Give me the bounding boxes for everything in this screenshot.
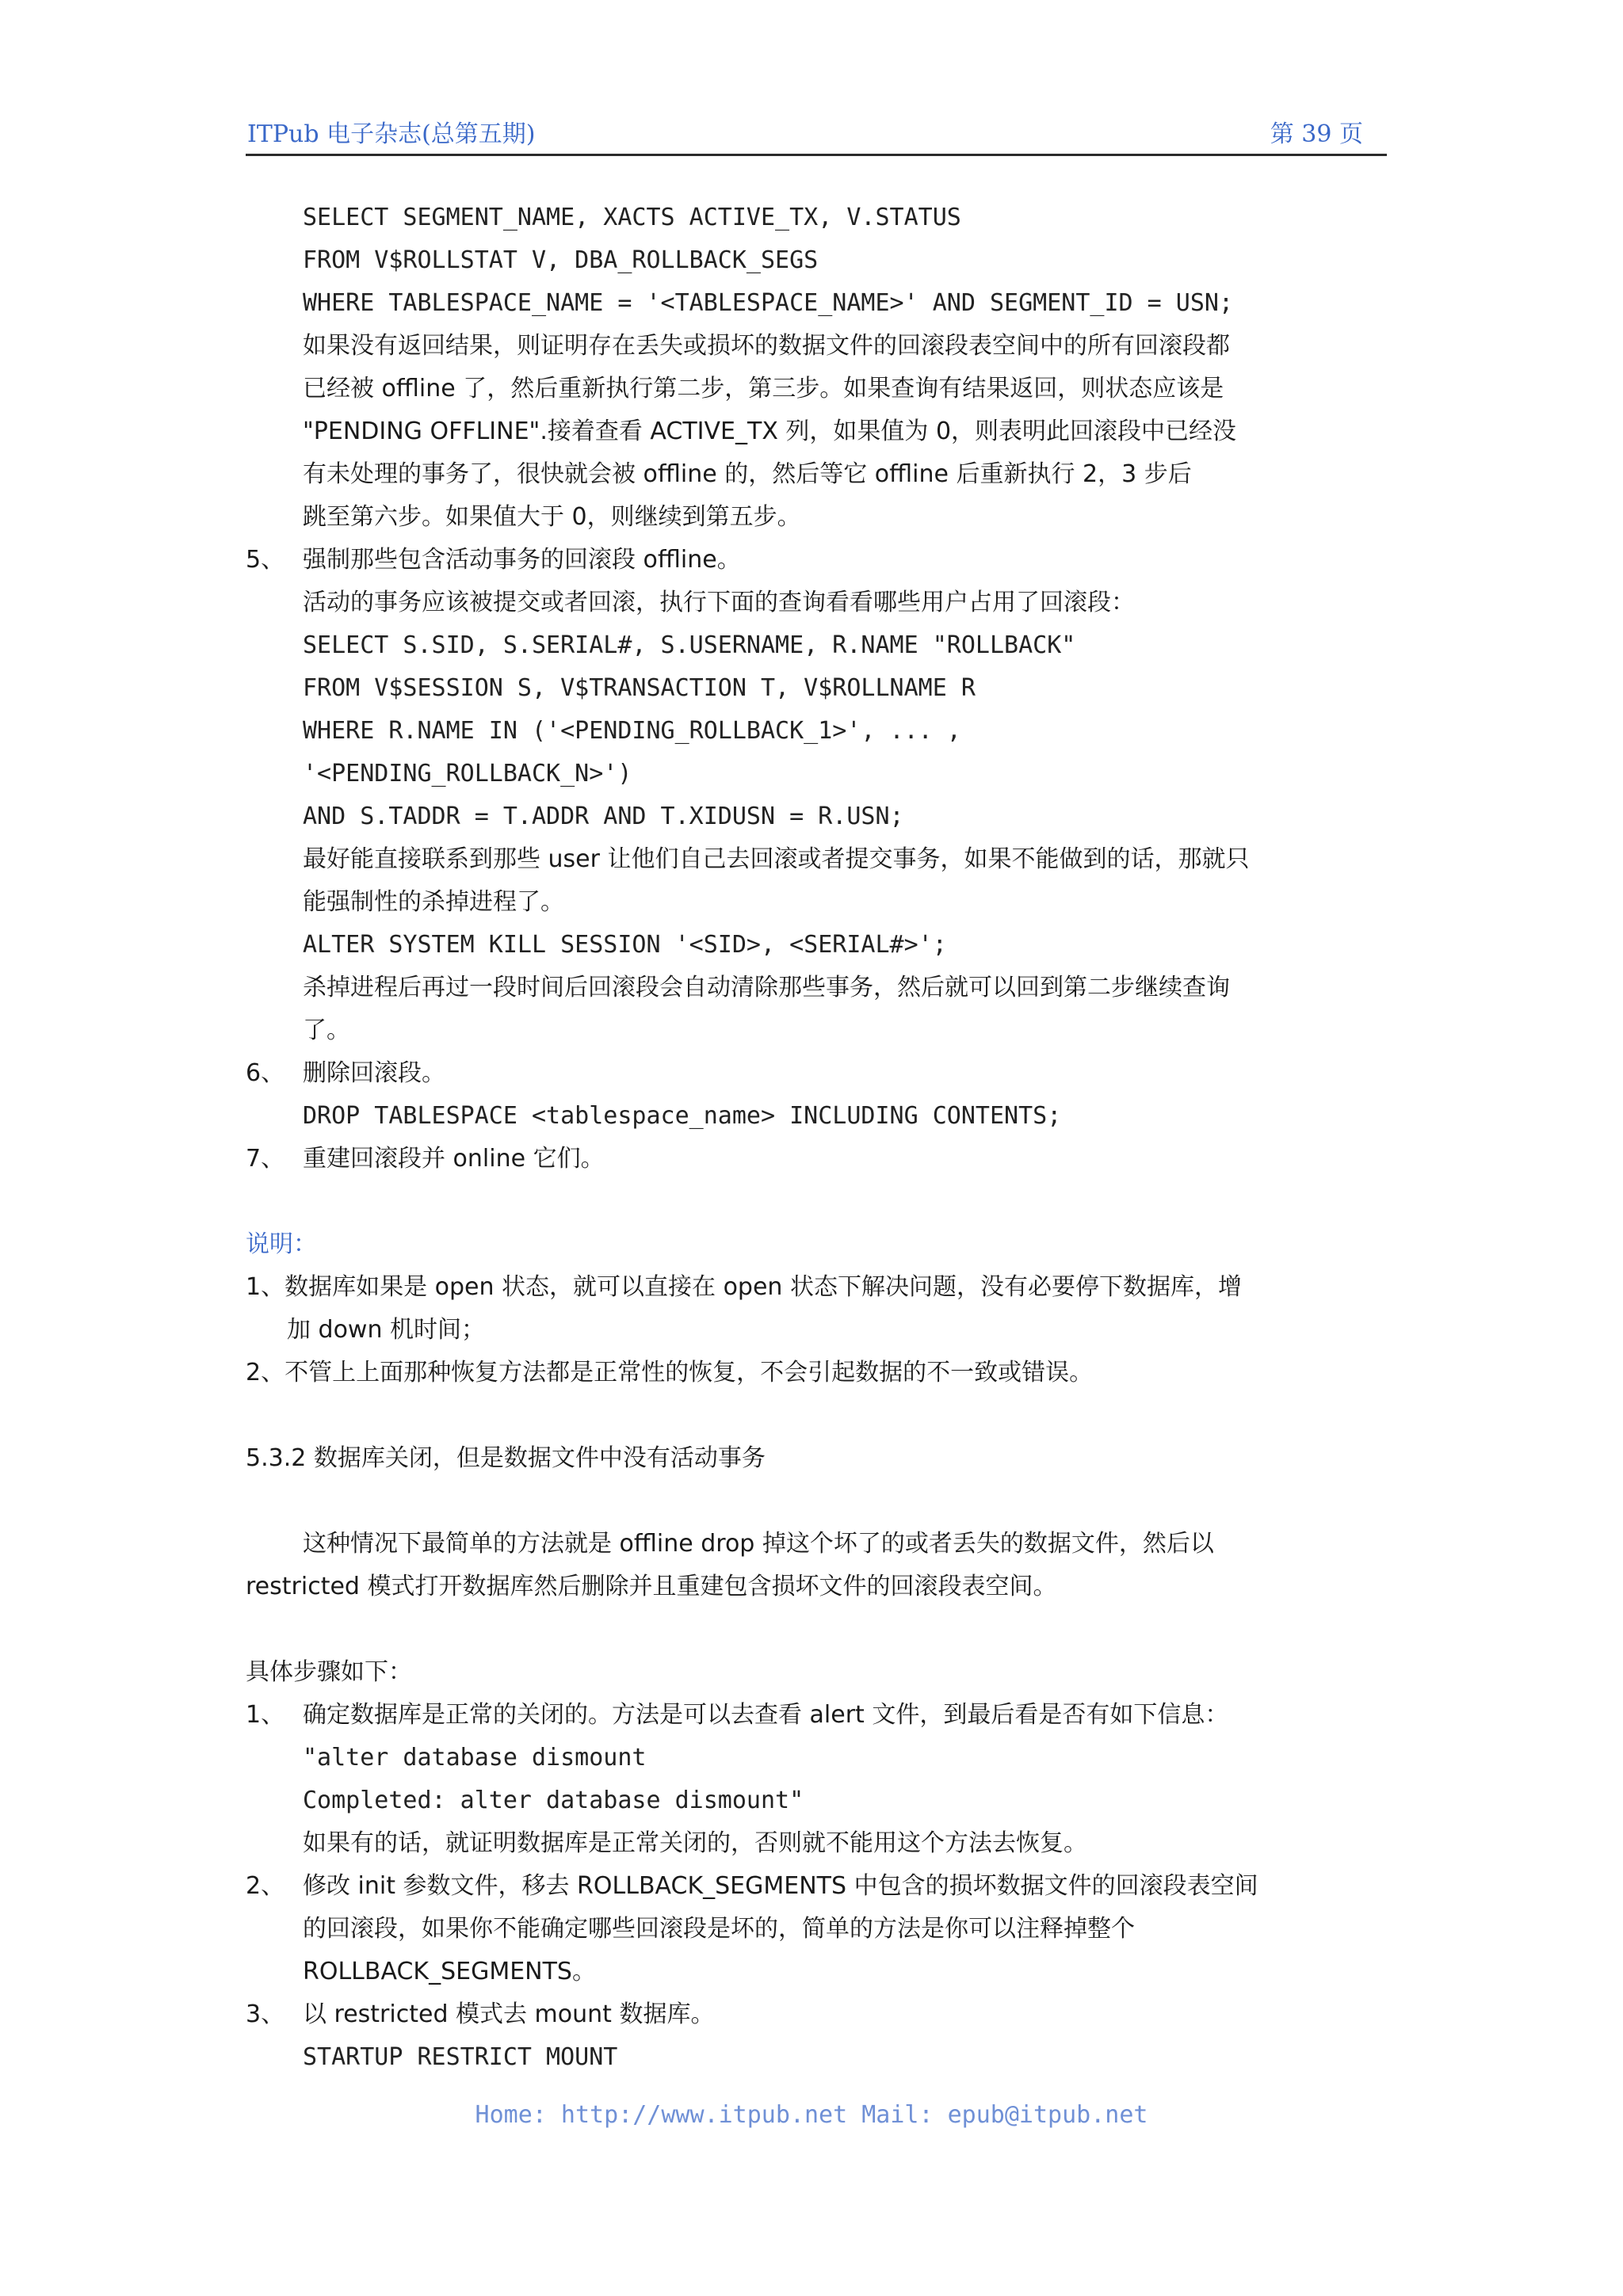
- text-line: 的回滚段，如果你不能确定哪些回滚段是坏的，简单的方法是你可以注释掉整个: [303, 1915, 1135, 1943]
- list-item: [246, 1694, 1387, 1737]
- list-number: 2、: [246, 1872, 285, 1900]
- section-heading: 5.3.2 数据库关闭，但是数据文件中没有活动事务: [246, 1444, 766, 1472]
- code-line: ALTER SYSTEM KILL SESSION '<SID>, <SERIAL#>';: [303, 931, 947, 959]
- list-item: [246, 1052, 1387, 1095]
- steps-label: 具体步骤如下：: [246, 1658, 412, 1686]
- paragraph-line: restricted 模式打开数据库然后删除并且重建包含损坏文件的回滚段表空间。: [246, 1573, 1057, 1600]
- list-number: 6、: [246, 1059, 285, 1087]
- magazine-title: ITPub 电子杂志(总第五期): [247, 120, 536, 148]
- code-line: Completed: alter database dismount": [303, 1787, 804, 1814]
- list-item-title: 删除回滚段。: [303, 1059, 445, 1087]
- code-line: STARTUP RESTRICT MOUNT: [303, 2043, 618, 2071]
- code-line: SELECT SEGMENT_NAME, XACTS ACTIVE_TX, V.STATUS: [303, 204, 961, 231]
- code-line: WHERE TABLESPACE_NAME = '<TABLESPACE_NAME>' AND SEGMENT_ID = USN;: [303, 289, 1233, 317]
- code-line: "alter database dismount: [303, 1744, 647, 1772]
- list-number: 3、: [246, 2000, 285, 2028]
- document-body: [246, 196, 1387, 2079]
- list-item-title: 确定数据库是正常的关闭的。方法是可以去查看 alert 文件，到最后看是否有如下信息：: [303, 1701, 1229, 1729]
- text-line: ROLLBACK_SEGMENTS。: [303, 1958, 596, 1985]
- list-number: 5、: [246, 546, 285, 574]
- code-line: '<PENDING_ROLLBACK_N>'): [303, 760, 632, 788]
- note-label: 说明：: [246, 1230, 317, 1258]
- page-number: 第 39 页: [1270, 120, 1363, 148]
- note-item: 1、数据库如果是 open 状态，就可以直接在 open 状态下解决问题，没有必要停下数据库，增: [246, 1273, 1242, 1301]
- list-number: 7、: [246, 1145, 285, 1173]
- list-item-title: 修改 init 参数文件，移去 ROLLBACK_SEGMENTS 中包含的损坏数据文件的回滚段表空间: [303, 1872, 1258, 1900]
- code-line: FROM V$ROLLSTAT V, DBA_ROLLBACK_SEGS: [303, 246, 819, 274]
- page-header: [246, 111, 1387, 156]
- list-item-title: 重建回滚段并 online 它们。: [303, 1145, 605, 1173]
- paragraph-line: 这种情况下最简单的方法就是 offline drop 掉这个坏了的或者丢失的数据文件，然后以: [303, 1530, 1214, 1558]
- list-item-title: 以 restricted 模式去 mount 数据库。: [303, 2000, 715, 2028]
- text-line: 有未处理的事务了，很快就会被 offline 的，然后等它 offline 后重新执行 2，3 步后: [303, 460, 1192, 488]
- text-line: 最好能直接联系到那些 user 让他们自己去回滚或者提交事务，如果不能做到的话，那就只: [303, 845, 1250, 873]
- list-item: [246, 1993, 1387, 2036]
- text-line: 活动的事务应该被提交或者回滚，执行下面的查询看看哪些用户占用了回滚段：: [303, 589, 1135, 616]
- text-line: 如果有的话，就证明数据库是正常关闭的，否则就不能用这个方法去恢复。: [303, 1829, 1087, 1857]
- code-line: AND S.TADDR = T.ADDR AND T.XIDUSN = R.USN;: [303, 803, 904, 830]
- list-item: [246, 539, 1387, 582]
- text-line: 杀掉进程后再过一段时间后回滚段会自动清除那些事务，然后就可以回到第二步继续查询: [303, 974, 1230, 1001]
- text-line: 已经被 offline 了，然后重新执行第二步，第三步。如果查询有结果返回，则状态应该是: [303, 375, 1224, 402]
- code-line: SELECT S.SID, S.SERIAL#, S.USERNAME, R.NAME "ROLLBACK": [303, 631, 1076, 659]
- list-item: [246, 1865, 1387, 1908]
- text-line: 跳至第六步。如果值大于 0，则继续到第五步。: [303, 503, 801, 531]
- list-number: 1、: [246, 1701, 285, 1729]
- page-footer: Home: http://www.itpub.net Mail: epub@itpub.net: [475, 2101, 1148, 2129]
- text-line: 如果没有返回结果，则证明存在丢失或损坏的数据文件的回滚段表空间中的所有回滚段都: [303, 332, 1230, 360]
- list-item-title: 强制那些包含活动事务的回滚段 offline。: [303, 546, 741, 574]
- text-line: "PENDING OFFLINE".接着查看 ACTIVE_TX 列，如果值为 0，则表明此回滚段中已经没: [303, 418, 1237, 445]
- text-line: 能强制性的杀掉进程了。: [303, 888, 564, 916]
- code-line: DROP TABLESPACE <tablespace_name> INCLUDING CONTENTS;: [303, 1102, 1062, 1130]
- note-item: 2、不管上上面那种恢复方法都是正常性的恢复，不会引起数据的不一致或错误。: [246, 1359, 1094, 1386]
- code-line: FROM V$SESSION S, V$TRANSACTION T, V$ROLLNAME R: [303, 674, 976, 702]
- list-item: [246, 1138, 1387, 1180]
- text-line: 了。: [303, 1016, 350, 1044]
- code-line: WHERE R.NAME IN ('<PENDING_ROLLBACK_1>', ... ,: [303, 717, 961, 745]
- note-item-continued: 加 down 机时间；: [287, 1316, 486, 1344]
